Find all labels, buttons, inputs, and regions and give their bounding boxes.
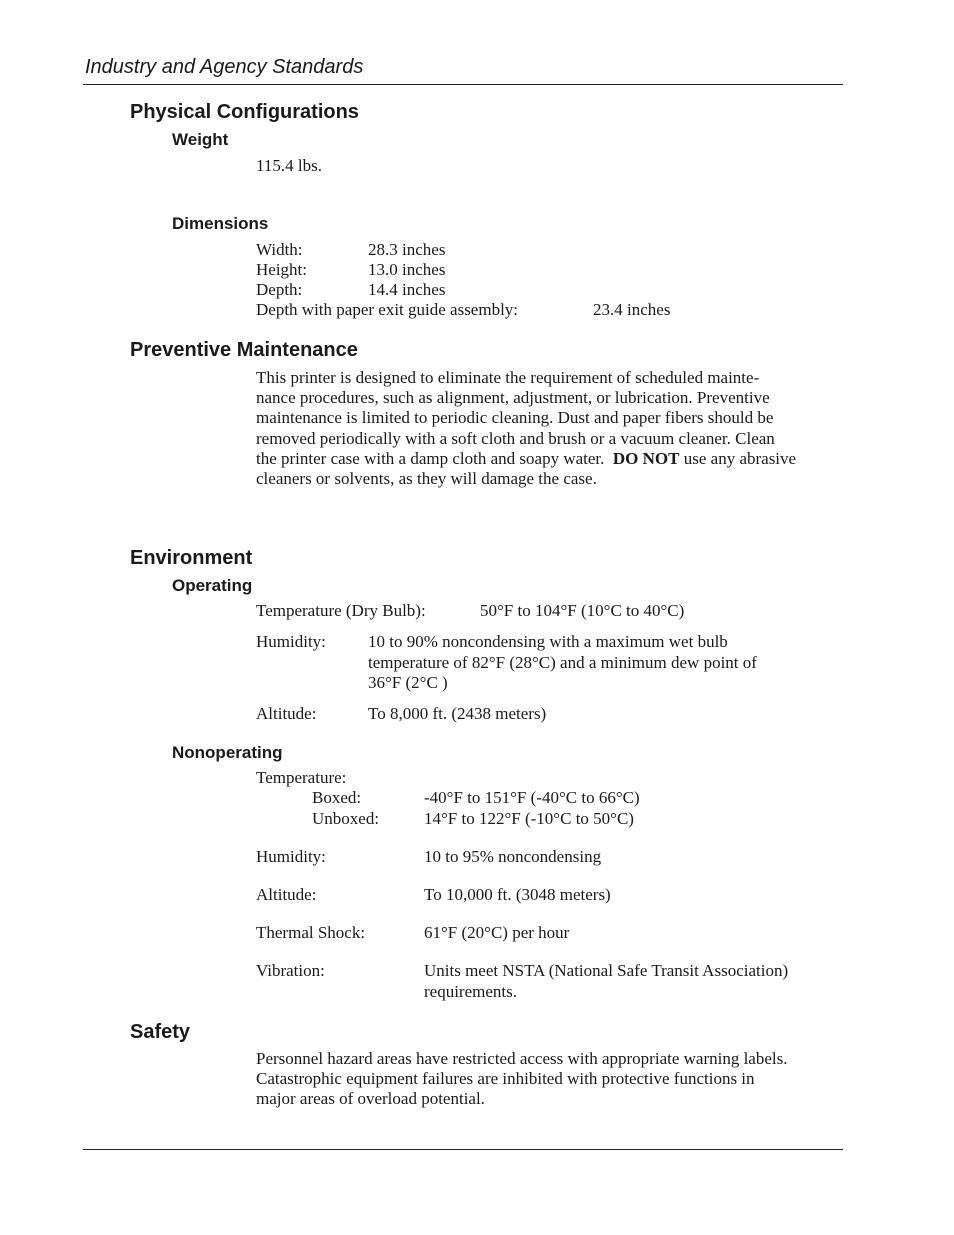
op-temp-value: 50°F to 104°F (10°C to 40°C) (480, 601, 685, 620)
dim-height-label: Height: (256, 260, 307, 279)
nonoperating-heading: Nonoperating (172, 743, 283, 762)
dim-width-value: 28.3 inches (368, 240, 446, 259)
weight-value: 115.4 lbs. (256, 156, 322, 175)
operating-heading: Operating (172, 576, 253, 595)
nonop-vibration-line: Units meet NSTA (National Safe Transit Association) (424, 961, 789, 980)
nonop-unboxed-label: Unboxed: (312, 809, 380, 828)
op-humidity-line: 36°F (2°C ) (368, 673, 448, 692)
nonop-shock-label: Thermal Shock: (256, 923, 366, 942)
safety-line: Personnel hazard areas have restricted access with appropriate warning labels. (256, 1049, 788, 1068)
op-humidity-line: temperature of 82°F (28°C) and a minimum dew point of (368, 653, 757, 672)
maintenance-line: cleaners or solvents, as they will damage the case. (256, 469, 597, 489)
nonop-vibration-label: Vibration: (256, 961, 325, 980)
nonop-boxed-value: -40°F to 151°F (-40°C to 66°C) (424, 788, 640, 807)
nonop-shock-value: 61°F (20°C) per hour (424, 923, 570, 942)
dim-height-value: 13.0 inches (368, 260, 446, 279)
maintenance-line-text: use any abrasive (679, 448, 797, 468)
dim-width-label: Width: (256, 240, 303, 259)
op-humidity-label: Humidity: (256, 632, 326, 651)
nonop-temp-label: Temperature: (256, 768, 347, 787)
footer-rule (83, 1149, 843, 1150)
maintenance-line: This printer is designed to eliminate the requirement of scheduled mainte- (256, 368, 760, 387)
nonop-boxed-label: Boxed: (312, 788, 362, 807)
nonop-unboxed-value: 14°F to 122°F (-10°C to 50°C) (424, 809, 634, 828)
dimensions-heading: Dimensions (172, 214, 269, 233)
maintenance-line-text: the printer case with a damp cloth and soapy water. (256, 448, 613, 468)
dim-depth-label: Depth: (256, 280, 303, 299)
running-head: Industry and Agency Standards (85, 56, 364, 78)
maintenance-line: maintenance is limited to periodic cleaning. Dust and paper fibers should be (256, 408, 774, 428)
safety-line: major areas of overload potential. (256, 1089, 485, 1109)
nonop-altitude-value: To 10,000 ft. (3048 meters) (424, 885, 611, 904)
safety-paragraph (256, 1049, 846, 1110)
dim-depth-value: 14.4 inches (368, 280, 446, 299)
op-altitude-label: Altitude: (256, 704, 317, 723)
maintenance-line: removed periodically with a soft cloth and brush or a vacuum cleaner. Clean (256, 428, 775, 448)
nonop-altitude-label: Altitude: (256, 885, 317, 904)
weight-heading: Weight (172, 130, 229, 149)
preventive-maintenance-heading: Preventive Maintenance (130, 339, 358, 361)
maintenance-paragraph (256, 368, 846, 489)
op-temp-label: Temperature (Dry Bulb): (256, 601, 426, 620)
nonop-vibration-line: requirements. (424, 982, 517, 1001)
dim-depth-exit-value: 23.4 inches (593, 300, 671, 319)
nonop-humidity-value: 10 to 95% noncondensing (424, 847, 602, 866)
safety-heading: Safety (130, 1021, 191, 1043)
maintenance-line (256, 449, 846, 469)
maintenance-line: nance procedures, such as alignment, adjustment, or lubrication. Preventive (256, 388, 770, 408)
op-altitude-value: To 8,000 ft. (2438 meters) (368, 704, 547, 723)
dim-depth-exit-label: Depth with paper exit guide assembly: (256, 300, 519, 319)
nonop-humidity-label: Humidity: (256, 847, 326, 866)
environment-heading: Environment (130, 547, 253, 569)
physical-configurations-heading: Physical Configurations (130, 101, 359, 123)
op-humidity-line: 10 to 90% noncondensing with a maximum wet bulb (368, 632, 728, 651)
header-rule (83, 84, 843, 85)
safety-line: Catastrophic equipment failures are inhibited with protective functions in (256, 1069, 755, 1089)
do-not-emphasis: DO NOT (612, 448, 680, 468)
